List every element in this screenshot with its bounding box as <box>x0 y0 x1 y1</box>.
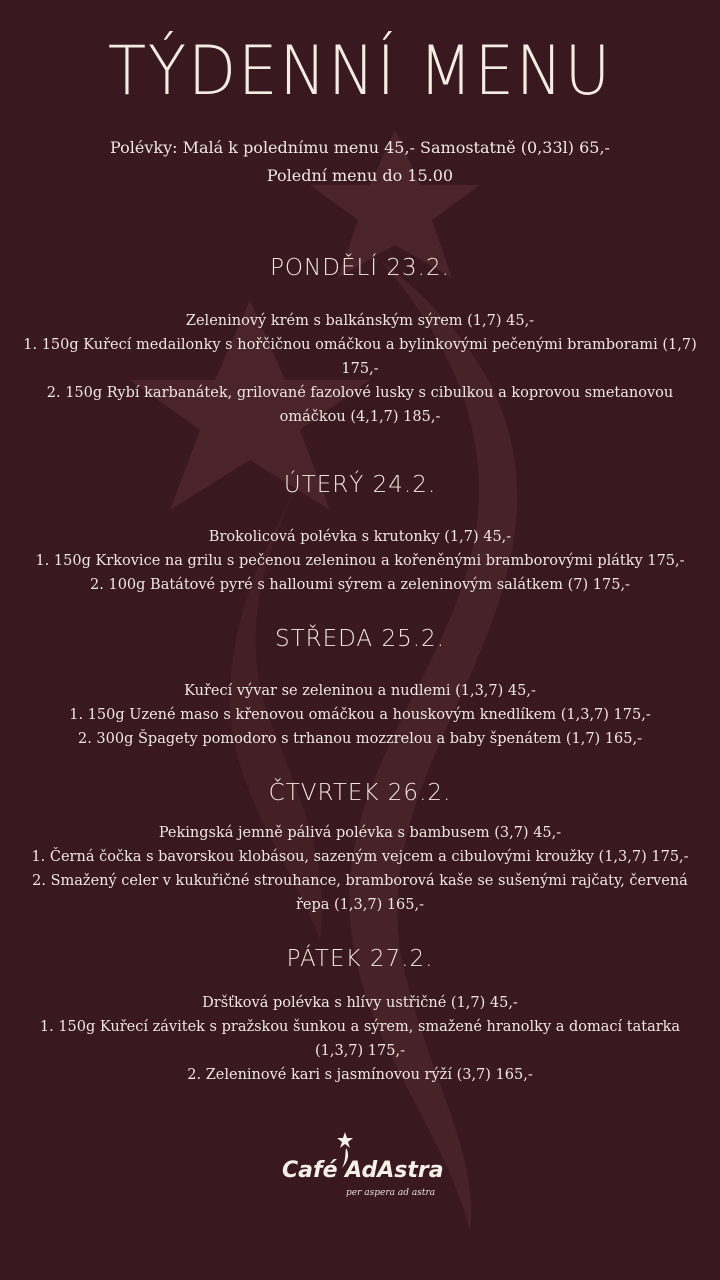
menu-item: 2. 300g Špagety pomodoro s trhanou mozzrelou a baby špenátem (1,7) 165,- <box>77 731 642 747</box>
menu-item: 1. 150g Kuřecí medailonky s hořčičnou omáčkou a bylinkovými pečenými bramborami (1,7) <box>23 337 697 353</box>
page-title: TÝDENNÍ MENU <box>107 32 613 111</box>
menu-item: 1. Černá čočka s bavorskou klobásou, sazeným vejcem a cibulovými kroužky (1,3,7) 175,- <box>31 849 689 865</box>
menu-item: 1. 150g Uzené maso s křenovou omáčkou a houskovým knedlíkem (1,3,7) 175,- <box>69 707 651 723</box>
day-menu-tuesday <box>20 525 700 597</box>
logo-name: Café AdAstra <box>282 1158 444 1183</box>
menu-item: 2. 150g Rybí karbanátek, grilované fazolové lusky s cibulkou a koprovou smetanovou <box>46 385 674 401</box>
day-heading-tuesday: ÚTERÝ 24.2. <box>283 472 437 498</box>
menu-item: 1. 150g Krkovice na grilu s pečenou zeleninou a kořeněnými bramborovými plátky 175,- <box>35 553 685 569</box>
day-heading-friday: PÁTEK 27.2. <box>286 946 434 972</box>
menu-item-cont: řepa (1,3,7) 165,- <box>295 897 425 913</box>
menu-item: 2. 100g Batátové pyré s halloumi sýrem a zeleninovým salátkem (7) 175,- <box>90 577 630 593</box>
day-menu-thursday <box>20 821 700 917</box>
day-heading-thursday: ČTVRTEK 26.2. <box>268 780 452 806</box>
menu-item: 2. Zeleninové kari s jasmínovou rýží (3,7) 165,- <box>187 1067 533 1083</box>
logo-tagline: per aspera ad astra <box>346 1188 436 1198</box>
day-heading-wednesday: STŘEDA 25.2. <box>274 626 446 652</box>
soup-item: Pekingská jemně pálivá polévka s bambusem (3,7) 45,- <box>158 825 562 841</box>
soup-item: Zeleninový krém s balkánským sýrem (1,7) 45,- <box>185 313 535 329</box>
menu-item-cont: (1,3,7) 175,- <box>314 1043 405 1059</box>
day-heading-monday: PONDĚLÍ 23.2. <box>270 255 450 281</box>
soup-item: Kuřecí vývar se zeleninou a nudlemi (1,3,7) 45,- <box>184 683 536 699</box>
soup-item: Brokolicová polévka s krutonky (1,7) 45,- <box>208 529 512 545</box>
menu-item: 2. Smažený celer v kukuřičné strouhance, bramborová kaše se sušenými rajčaty, červená <box>32 873 688 889</box>
lunch-time-info: Polední menu do 15.00 <box>266 166 454 185</box>
day-menu-wednesday <box>20 679 700 751</box>
menu-item-cont: 175,- <box>341 361 379 377</box>
cafe-logo <box>250 1132 470 1212</box>
menu-item-cont: omáčkou (4,1,7) 185,- <box>279 409 441 425</box>
menu-item: 1. 150g Kuřecí závitek s pražskou šunkou a sýrem, smažené hranolky a domací tatarka <box>39 1019 681 1035</box>
soup-item: Dršťková polévka s hlívy ustřičné (1,7) 45,- <box>202 995 518 1011</box>
day-menu-monday <box>20 309 700 429</box>
day-menu-friday <box>20 991 700 1087</box>
soup-price-info: Polévky: Malá k polednímu menu 45,- Samostatně (0,33l) 65,- <box>110 138 610 157</box>
